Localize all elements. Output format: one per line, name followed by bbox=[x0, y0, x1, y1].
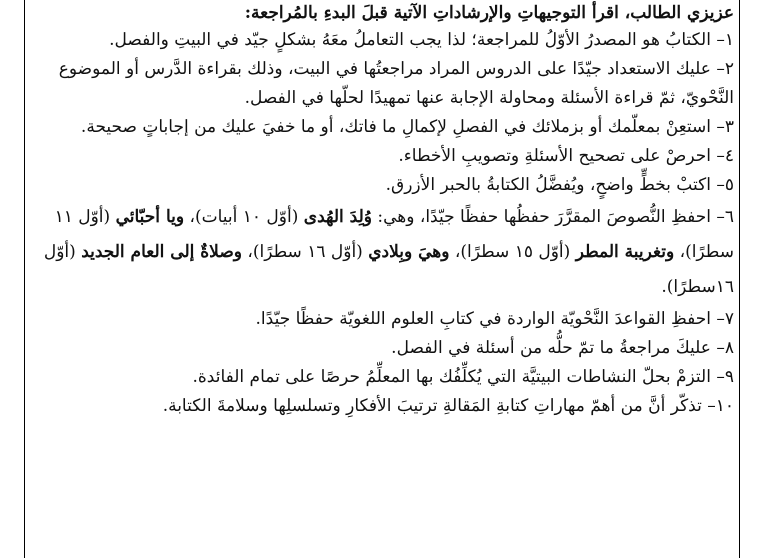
item-number: ٦– bbox=[716, 207, 734, 227]
item-text: احرصْ على تصحيح الأسئلةِ وتصويبِ الأخطاء. bbox=[398, 146, 711, 166]
item-number: ١٠– bbox=[707, 396, 734, 416]
item-text: الكتابُ هو المصدرُ الأوّلُ للمراجعة؛ لذا يجب التعاملُ معَهُ بشكلٍ جيّد في البيتِ والفصل. bbox=[109, 30, 711, 50]
document-heading: عزيزي الطالب، اقرأ التوجيهاتِ والإرشاداتِ الآتية قبلَ البدءِ بالمُراجعة: bbox=[244, 3, 734, 23]
item-text: استعِنْ بمعلّمك أو بزملائك في الفصلِ لإكمالِ ما فاتك، أو ما خفيَ عليك من إجاباتٍ صحيحة. bbox=[80, 117, 711, 137]
item-text: التزمْ بحلّ النشاطات البيتيَّة التي يُكلِّفُك بها المعلِّمُ حرصًا على تمام الفائدة. bbox=[192, 367, 711, 387]
instruction-item-1 bbox=[28, 26, 734, 55]
item-text: عليكَ مراجعةُ ما تمّ حلُّه من أسئلة في الفصل. bbox=[391, 338, 711, 358]
item-text: (أوّل ١٥ سطرًا)، bbox=[449, 242, 576, 262]
item-text: اكتبْ بخطٍّ واضحٍ، ويُفضَّلُ الكتابةُ بالحبر الأزرق. bbox=[385, 175, 711, 195]
item-text: (أوّل ١١ سطرًا)، bbox=[54, 207, 734, 262]
instructions-document bbox=[28, 0, 734, 421]
instruction-item-6 bbox=[28, 200, 734, 305]
text-title-taghribat-almatar: وتغريبة المطر bbox=[575, 242, 675, 262]
text-title-ya-ahibbai: ويا أحبّائي bbox=[115, 207, 185, 227]
instruction-item-8 bbox=[28, 334, 734, 363]
item-text: (أوّل ١٦ سطرًا)، bbox=[241, 242, 369, 262]
item-text: تذكّر أنَّ من أهمّ مهاراتِ كتابةِ المَقالةِ ترتيبَ الأفكارِ وتسلسلِها وسلامةَ الكتابة. bbox=[162, 396, 702, 416]
item-number: ٨– bbox=[716, 338, 734, 358]
instruction-item-2 bbox=[28, 55, 734, 113]
instruction-item-5 bbox=[28, 171, 734, 200]
instruction-item-9 bbox=[28, 363, 734, 392]
item-number: ١– bbox=[716, 30, 734, 50]
item-number: ٧– bbox=[716, 309, 734, 329]
item-text: (أوّل ١٦سطرًا). bbox=[43, 242, 734, 297]
instruction-item-10 bbox=[28, 392, 734, 421]
item-number: ٤– bbox=[716, 146, 734, 166]
item-text: احفظِ القواعدَ النَّحْويّة الواردة في كتابِ العلوم اللغويّة حفظًا جيّدًا. bbox=[255, 309, 711, 329]
instruction-item-3 bbox=[28, 113, 734, 142]
item-number: ٣– bbox=[716, 117, 734, 137]
item-number: ٥– bbox=[716, 175, 734, 195]
item-number: ٢– bbox=[716, 59, 734, 79]
instruction-item-4 bbox=[28, 142, 734, 171]
instruction-item-7 bbox=[28, 305, 734, 334]
text-title-wulida-alhuda: وُلِدَ الهُدى bbox=[303, 207, 372, 227]
item-text: (أوّل ١٠ أبيات)، bbox=[184, 207, 304, 227]
item-text: احفظِ النُّصوصَ المقرَّرَ حفظُها حفظًا جيّدًا، وهي: bbox=[371, 207, 711, 227]
item-text: عليك الاستعداد جيّدًا على الدروس المراد مراجعتُها في البيت، وذلك بقراءة الدَّرس أو الموضوع النَّحْويّ، ثمّ قراءة الأسئلة ومحاولة الإجابة عنها تمهيدًا لحلّها في الفصل. bbox=[58, 59, 734, 108]
item-number: ٩– bbox=[716, 367, 734, 387]
text-title-hiya-wa-biladi: وهيَ وبِلادي bbox=[368, 242, 450, 262]
text-title-salat-ila-alam-aljadid: وصلاةٌ إلى العام الجديد bbox=[81, 242, 242, 262]
